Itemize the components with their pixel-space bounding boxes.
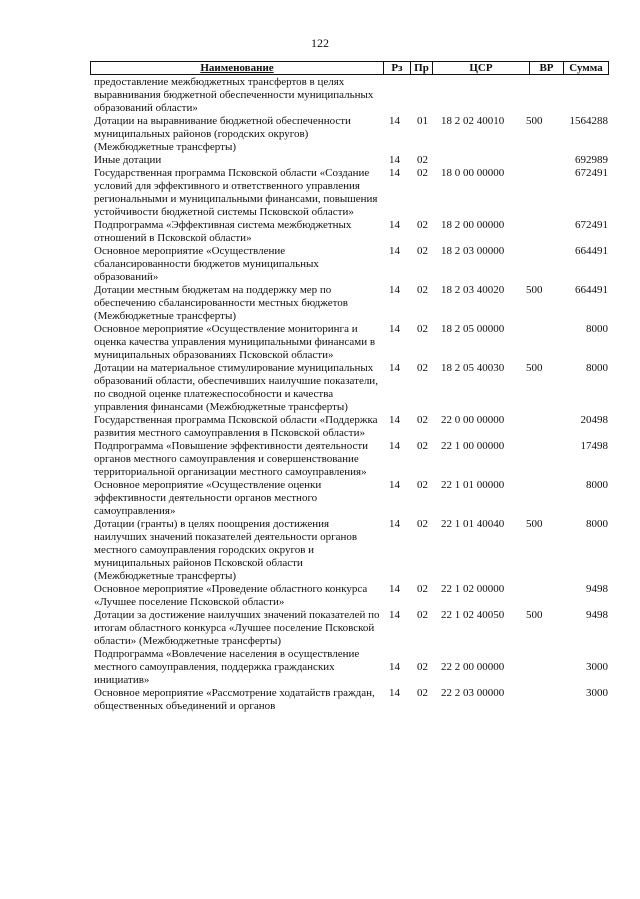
row-rz: 14 <box>389 609 400 621</box>
row-csr: 18 0 00 00000 <box>441 167 505 179</box>
row-rz: 14 <box>389 115 400 127</box>
row-name: Государственная программа Псковской области «Поддержка развития местного самоуправления в Псковской области» <box>94 414 378 439</box>
table-row <box>0 154 640 167</box>
row-sum: 8000 <box>586 323 608 335</box>
table-row <box>0 687 640 713</box>
header-csr: ЦСР <box>432 62 529 74</box>
row-csr: 22 0 00 00000 <box>441 414 505 426</box>
row-name: Основное мероприятие «Осуществление оценки эффективности деятельности органов местного самоуправления» <box>94 479 322 517</box>
row-name: Иные дотации <box>94 154 162 166</box>
header-rz: Рз <box>383 62 410 74</box>
row-name: Основное мероприятие «Осуществление мониторинга и оценка качества управления муниципальными финансами в муниципальных образованиях Псковской области» <box>94 323 376 361</box>
row-name: Дотации местным бюджетам на поддержку мер по обеспечению сбалансированности местных бюджетов (Межбюджетные трансферты) <box>94 284 348 322</box>
row-pr: 02 <box>417 661 428 673</box>
row-rz: 14 <box>389 583 400 595</box>
row-csr: 22 1 02 00000 <box>441 583 505 595</box>
row-rz: 14 <box>389 440 400 452</box>
table-row <box>0 115 640 154</box>
table-row <box>0 362 640 414</box>
table-row <box>0 479 640 518</box>
row-rz: 14 <box>389 518 400 530</box>
table-row <box>0 609 640 648</box>
row-vr: 500 <box>526 518 543 530</box>
row-rz: 14 <box>389 414 400 426</box>
row-name: Дотации (гранты) в целях поощрения достижения наилучших значений показателей деятельности органов местного самоуправления городских округов и муниципальных районов Псковской области (Межбюджетные трансферты) <box>94 518 358 582</box>
row-sum: 9498 <box>586 583 608 595</box>
table-row <box>0 167 640 219</box>
row-sum: 3000 <box>586 661 608 673</box>
header-pr: Пр <box>410 62 432 74</box>
table-row <box>0 440 640 479</box>
row-name: Подпрограмма «Эффективная система межбюджетных отношений в Псковской области» <box>94 219 352 244</box>
row-rz: 14 <box>389 154 400 166</box>
row-sum: 672491 <box>575 167 608 179</box>
row-name: Основное мероприятие «Рассмотрение ходатайств граждан, общественных объединений и органов <box>94 687 375 712</box>
budget-table <box>0 76 640 713</box>
row-sum: 3000 <box>586 687 608 699</box>
row-sum: 692989 <box>575 154 608 166</box>
header-sum: Сумма <box>563 62 608 74</box>
table-row <box>0 219 640 245</box>
row-pr: 02 <box>417 479 428 491</box>
row-sum: 1564288 <box>569 115 608 127</box>
row-vr: 500 <box>526 609 543 621</box>
row-csr: 22 1 00 00000 <box>441 440 505 452</box>
row-name: Основное мероприятие «Проведение областного конкурса «Лучшее поселение Псковской области» <box>94 583 368 608</box>
row-pr: 01 <box>417 115 428 127</box>
row-rz: 14 <box>389 687 400 699</box>
row-name: Подпрограмма «Повышение эффективности деятельности органов местного самоуправления и совершенствование территориальной организации местного самоуправления» <box>94 440 369 478</box>
row-pr: 02 <box>417 440 428 452</box>
row-pr: 02 <box>417 245 428 257</box>
row-sum: 8000 <box>586 479 608 491</box>
table-row <box>0 323 640 362</box>
row-name: предоставление межбюджетных трансфертов в целях выравнивания бюджетной обеспеченности муниципальных образований области» <box>94 76 374 114</box>
row-sum: 17498 <box>580 440 608 452</box>
table-row <box>0 76 640 115</box>
row-rz: 14 <box>389 362 400 374</box>
row-name: Дотации на материальное стимулирование муниципальных образований области, обеспечивших наилучшие показатели, по сводной оценке платежеспособности и качества управления финансами (Межбюджетные трансферты) <box>94 362 378 413</box>
table-header <box>90 61 609 75</box>
row-pr: 02 <box>417 167 428 179</box>
table-row <box>0 284 640 323</box>
table-row <box>0 583 640 609</box>
row-sum: 664491 <box>575 284 608 296</box>
row-pr: 02 <box>417 583 428 595</box>
row-pr: 02 <box>417 414 428 426</box>
row-name: Государственная программа Псковской области «Создание условий для эффективного и ответственного управления региональными и муниципальными финансами, повышения устойчивости бюджетной системы Псковской области» <box>94 167 378 218</box>
row-name: Основное мероприятие «Осуществление сбалансированности бюджетов муниципальных образований» <box>94 245 319 283</box>
row-csr: 18 2 05 40030 <box>441 362 505 374</box>
row-vr: 500 <box>526 284 543 296</box>
row-rz: 14 <box>389 167 400 179</box>
row-csr: 22 1 01 40040 <box>441 518 505 530</box>
row-name: Дотации на выравнивание бюджетной обеспеченности муниципальных районов (городских округов) (Межбюджетные трансферты) <box>94 115 351 153</box>
row-pr: 02 <box>417 687 428 699</box>
row-csr: 18 2 05 00000 <box>441 323 505 335</box>
row-rz: 14 <box>389 245 400 257</box>
row-pr: 02 <box>417 609 428 621</box>
row-name: Подпрограмма «Вовлечение населения в осуществление местного самоуправления, поддержка гражданских инициатив» <box>94 648 360 686</box>
header-name: Наименование <box>200 62 274 74</box>
row-vr: 500 <box>526 115 543 127</box>
row-pr: 02 <box>417 362 428 374</box>
row-pr: 02 <box>417 323 428 335</box>
row-rz: 14 <box>389 661 400 673</box>
row-pr: 02 <box>417 154 428 166</box>
row-pr: 02 <box>417 219 428 231</box>
header-vr: ВР <box>529 62 563 74</box>
row-csr: 22 2 00 00000 <box>441 661 505 673</box>
row-pr: 02 <box>417 284 428 296</box>
row-sum: 9498 <box>586 609 608 621</box>
row-csr: 22 1 01 00000 <box>441 479 505 491</box>
row-csr: 18 2 02 40010 <box>441 115 505 127</box>
table-row <box>0 518 640 583</box>
row-sum: 20498 <box>580 414 608 426</box>
row-sum: 8000 <box>586 518 608 530</box>
row-sum: 672491 <box>575 219 608 231</box>
row-csr: 22 2 03 00000 <box>441 687 505 699</box>
row-rz: 14 <box>389 284 400 296</box>
row-rz: 14 <box>389 219 400 231</box>
row-rz: 14 <box>389 479 400 491</box>
table-row <box>0 648 640 687</box>
row-name: Дотации за достижение наилучших значений показателей по итогам областного конкурса «Лучшее поселение Псковской области» (Межбюджетные трансферты) <box>94 609 380 647</box>
row-rz: 14 <box>389 323 400 335</box>
page-number: 122 <box>311 36 329 50</box>
table-row <box>0 414 640 440</box>
row-sum: 664491 <box>575 245 608 257</box>
table-row <box>0 245 640 284</box>
row-csr: 18 2 00 00000 <box>441 219 505 231</box>
row-pr: 02 <box>417 518 428 530</box>
row-csr: 22 1 02 40050 <box>441 609 505 621</box>
row-csr: 18 2 03 40020 <box>441 284 505 296</box>
row-csr: 18 2 03 00000 <box>441 245 505 257</box>
row-vr: 500 <box>526 362 543 374</box>
row-sum: 8000 <box>586 362 608 374</box>
